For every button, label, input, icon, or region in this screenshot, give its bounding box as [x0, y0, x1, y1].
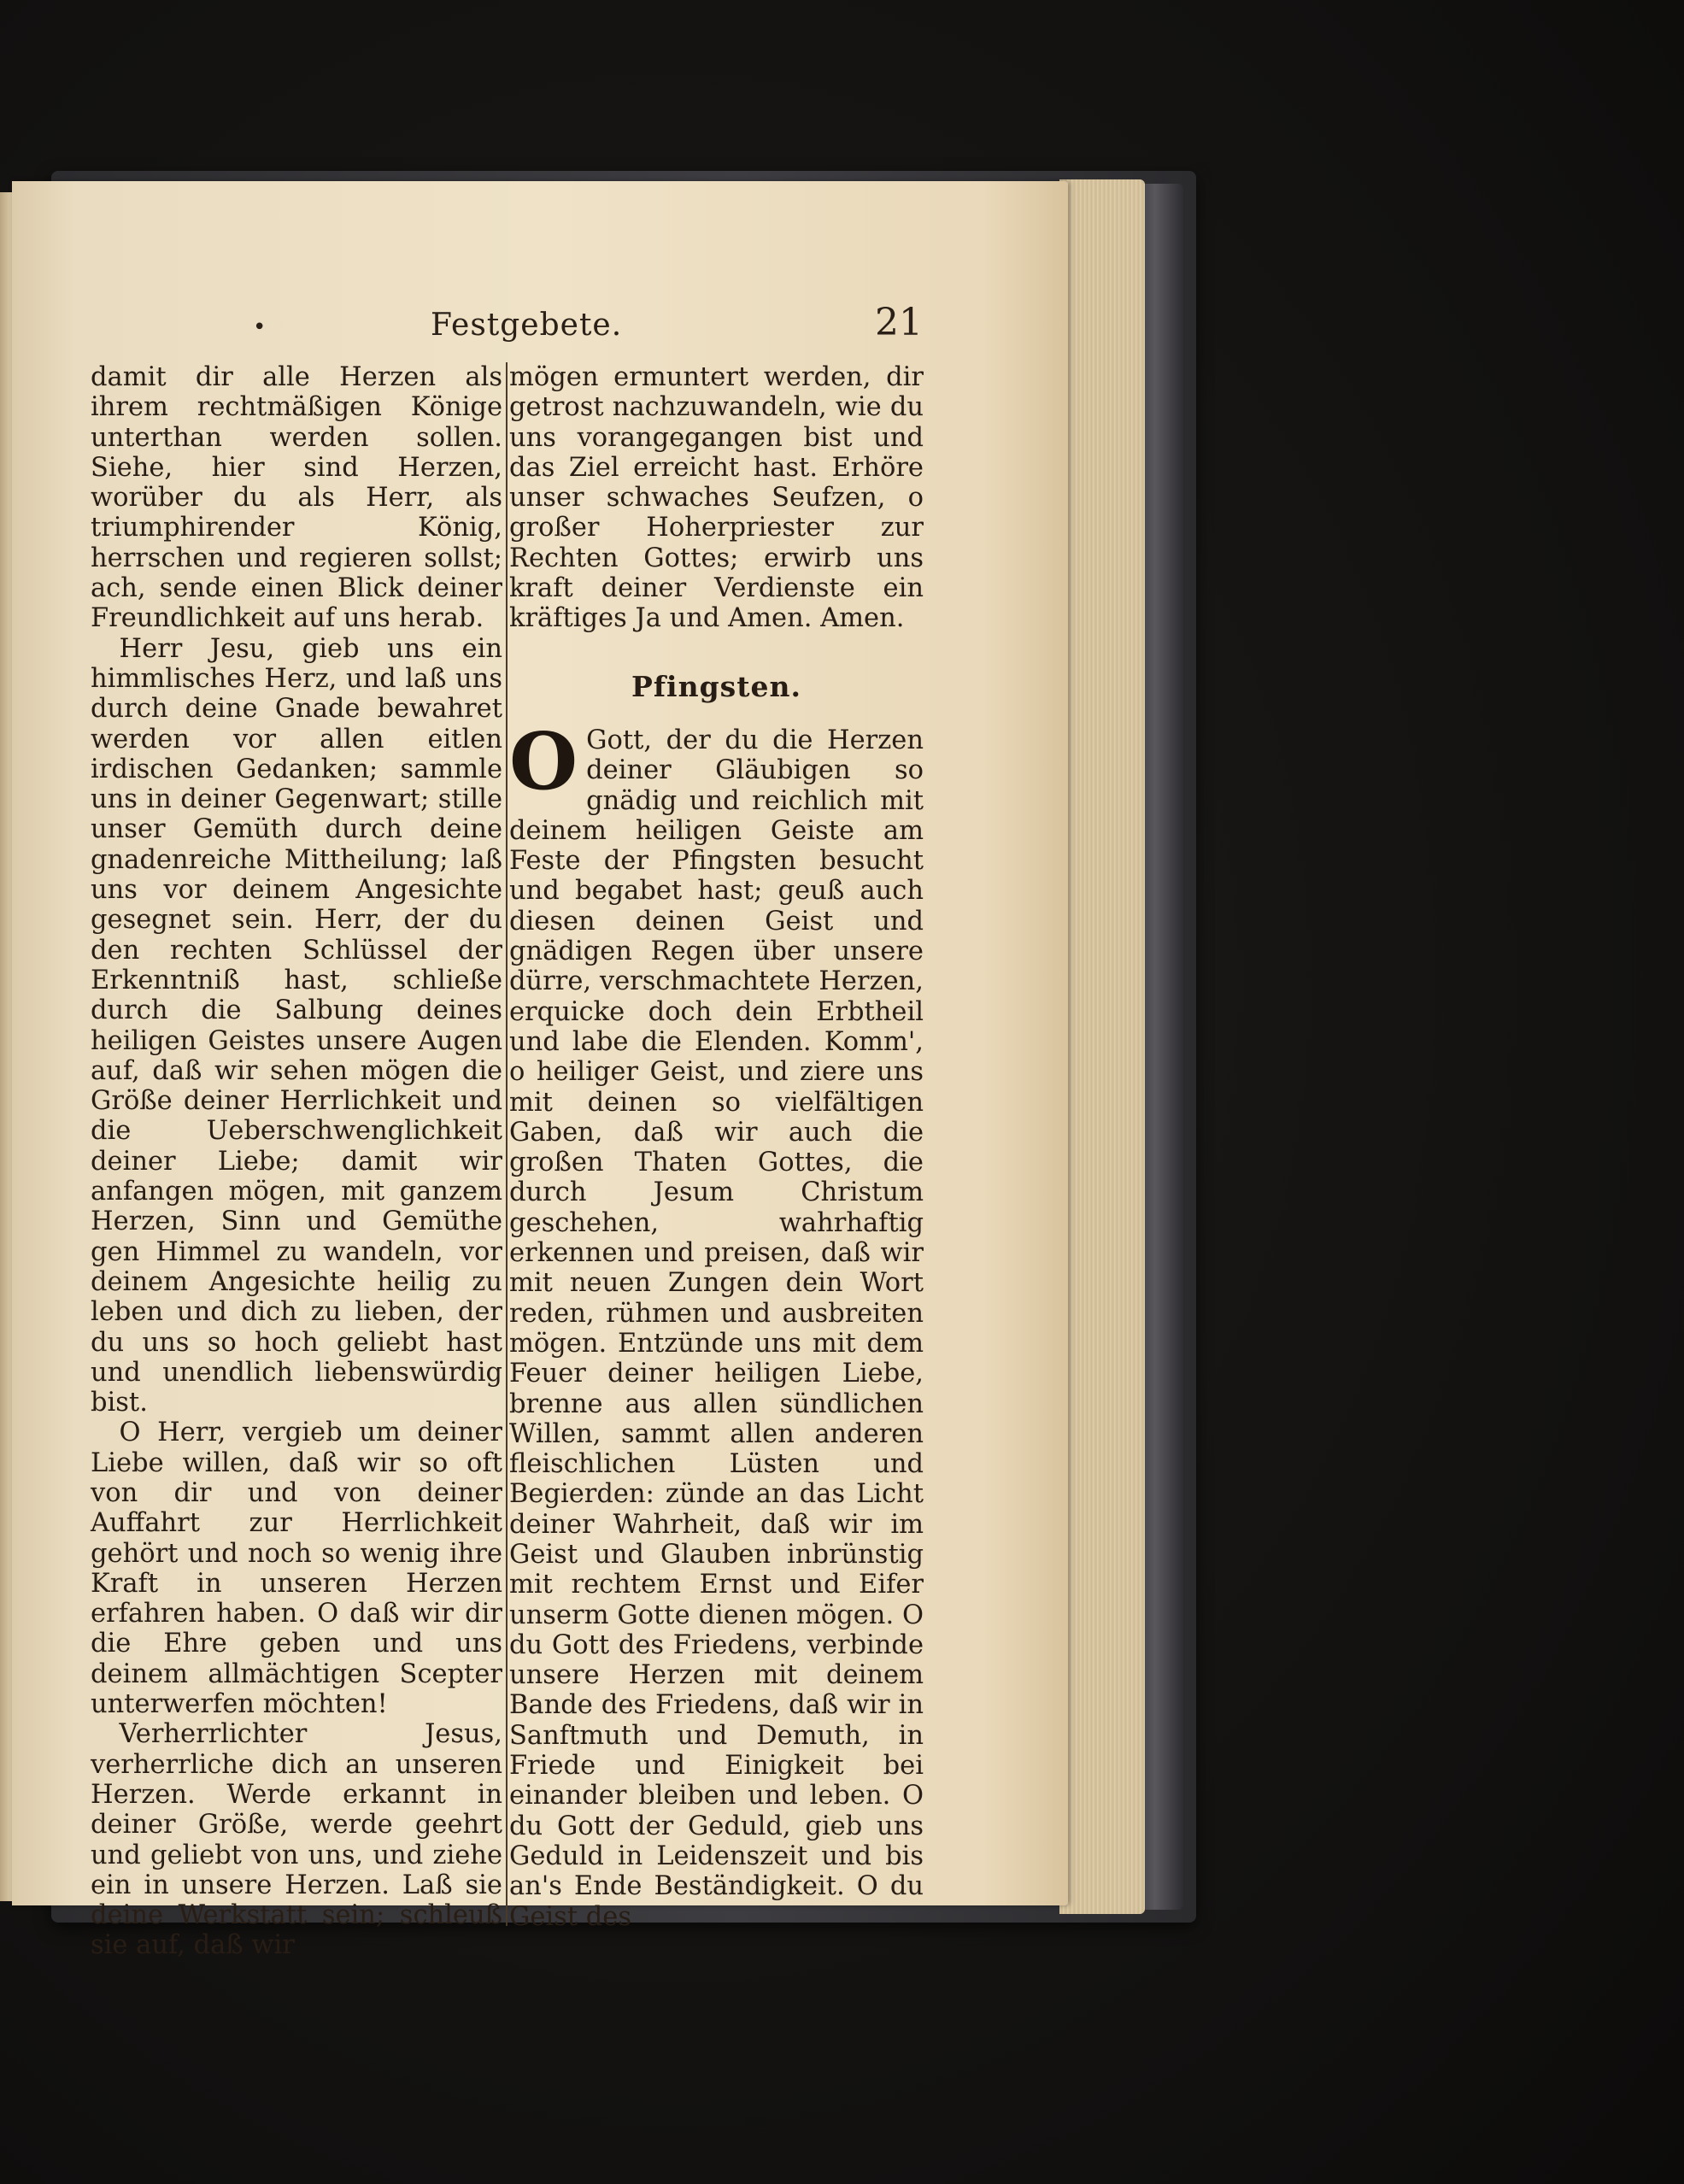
page-number: 21 [875, 301, 923, 344]
column-divider [506, 362, 508, 1926]
running-header [12, 299, 1068, 350]
paragraph-text: Gott, der du die Herzen deiner Gläubigen so gnädig und reichlich mit deinem heiligen Geiste am Feste der Pfingsten besucht und begabet hast; geuß auch diesen deinen Geist und gnädigen Regen über unsere dürre, verschmachtete Herzen, erquicke doch dein Erbtheil und labe die Elenden. Komm', o heiliger Geist, und ziere uns mit deinen so vielfältigen Gaben, daß wir auch die großen Thaten Gottes, die durch Jesum Christum geschehen, wahrhaftig erkennen und preisen, daß wir mit neuen Zungen dein Wort reden, rühmen und ausbreiten mögen. Entzünde uns mit dem Feuer deiner heiligen Liebe, brenne aus allen sündlichen Willen, sammt allen anderen fleischlichen Lüsten und Begierden: zünde an das Licht deiner Wahrheit, daß wir im Geist und Glauben inbrünstig mit rechtem Ernst und Eifer unserm Gotte dienen mögen. O du Gott des Friedens, verbinde unsere Herzen mit deinem Bande des Friedens, daß wir in Sanftmuth und Demuth, in Friede und Einigkeit bei einander bleiben und leben. O du Gott der Geduld, gieb uns Geduld in Leidenszeit und bis an's Ende Beständigkeit. O du Geist des [509, 725, 924, 1932]
paragraph: Verherrlichter Jesus, verherrliche dich an unseren Herzen. Werde erkannt in deiner Größe, werde geehrt und geliebt von uns, und ziehe ein in unsere Herzen. Laß sie deine Werkstatt sein; schleuß sie auf, daß wir [91, 1719, 502, 1961]
drop-cap: O [509, 714, 578, 807]
paragraph [509, 714, 924, 1932]
right-column [509, 362, 924, 1932]
page-stack-edge [1059, 179, 1145, 1914]
header-ornament: • [253, 314, 267, 340]
left-column [91, 362, 502, 1961]
section-heading: Pfingsten. [631, 669, 801, 703]
book-page [12, 181, 1068, 1961]
paragraph: damit dir alle Herzen als ihrem rechtmäßigen Könige unterthan werden sollen. Siehe, hier sind Herzen, worüber du als Herr, als triumphirender König, herrschen und regieren sollst; ach, sende einen Blick deiner Freundlichkeit auf uns herab. [91, 362, 502, 634]
paragraph: mögen ermuntert werden, dir getrost nachzuwandeln, wie du uns vorangegangen bist und das Ziel erreicht hast. Erhöre unser schwaches Seufzen, o großer Hoherpriester zur Rechten Gottes; erwirb uns kraft deiner Verdienste ein kräftiges Ja und Amen. Amen. [509, 362, 924, 634]
paragraph: Herr Jesu, gieb uns ein himmlisches Herz, und laß uns durch deine Gnade bewahret werden vor allen eitlen irdischen Gedanken; sammle uns in deiner Gegenwart; stille unser Gemüth durch deine gnadenreiche Mittheilung; laß uns vor deinem Angesichte gesegnet sein. Herr, der du den rechten Schlüssel der Erkenntniß hast, schließe durch die Salbung deines heiligen Geistes unsere Augen auf, daß wir sehen mögen die Größe deiner Herrlichkeit und die Ueberschwenglichkeit deiner Liebe; damit wir anfangen mögen, mit ganzem Herzen, Sinn und Gemüthe gen Himmel zu wandeln, vor deinem Angesichte heilig zu leben und dich zu lieben, der du uns so hoch geliebt hast und unendlich liebenswürdig bist. [91, 633, 502, 1418]
paragraph: O Herr, vergieb um deiner Liebe willen, daß wir so oft von dir und von deiner Auffahrt zur Herrlichkeit gehört und noch so wenig ihre Kraft in unseren Herzen erfahren haben. O daß wir dir die Ehre geben und uns deinem allmächtigen Scepter unterwerfen möchten! [91, 1418, 502, 1720]
running-title: Festgebete. [431, 308, 623, 343]
